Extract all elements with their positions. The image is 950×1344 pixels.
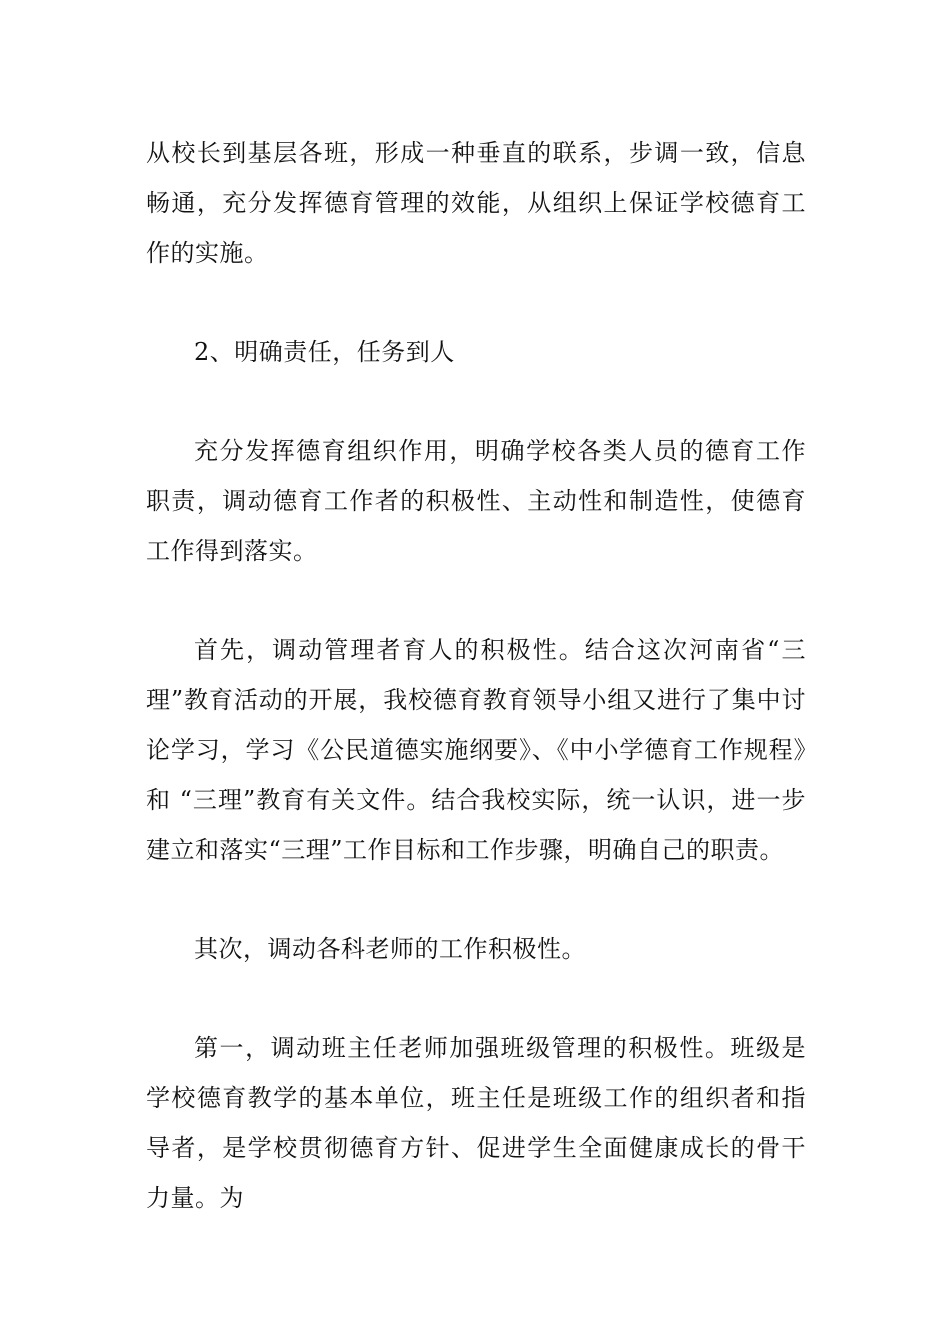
paragraph-gap <box>146 974 806 1023</box>
paragraph-continuation: 从校长到基层各班，形成一种垂直的联系，步调一致，信息畅通，充分发挥德育管理的效能，从组织上保证学校德育工作的实施。 <box>146 139 806 267</box>
section-heading: 2、明确责任，任务到人 <box>194 338 455 366</box>
paragraph-gap <box>146 576 806 625</box>
paragraph-gap <box>146 875 806 924</box>
paragraph-first: 首先，调动管理者育人的积极性。结合这次河南省“三理”教育活动的开展，我校德育教育领导小组又进行了集中讨论学习，学习《公民道德实施纲要》、《中小学德育工作规程》和 “三理”教育有关文件。结合我校实际，统一认识，进一步建立和落实“三理”工作目标和工作步骤，明确自己的职责。 <box>146 636 806 864</box>
paragraph-gap <box>146 377 806 426</box>
paragraph-gap <box>146 278 806 327</box>
document-page <box>146 128 806 1223</box>
paragraph-second: 其次，调动各科老师的工作积极性。 <box>194 935 586 963</box>
paragraph-class-teacher: 第一，调动班主任老师加强班级管理的积极性。班级是学校德育教学的基本单位，班主任是班级工作的组织者和指导者，是学校贯彻德育方针、促进学生全面健康成长的骨干力量。为 <box>146 1034 806 1212</box>
paragraph-responsibility: 充分发挥德育组织作用，明确学校各类人员的德育工作职责，调动德育工作者的积极性、主动性和制造性，使德育工作得到落实。 <box>146 437 806 565</box>
